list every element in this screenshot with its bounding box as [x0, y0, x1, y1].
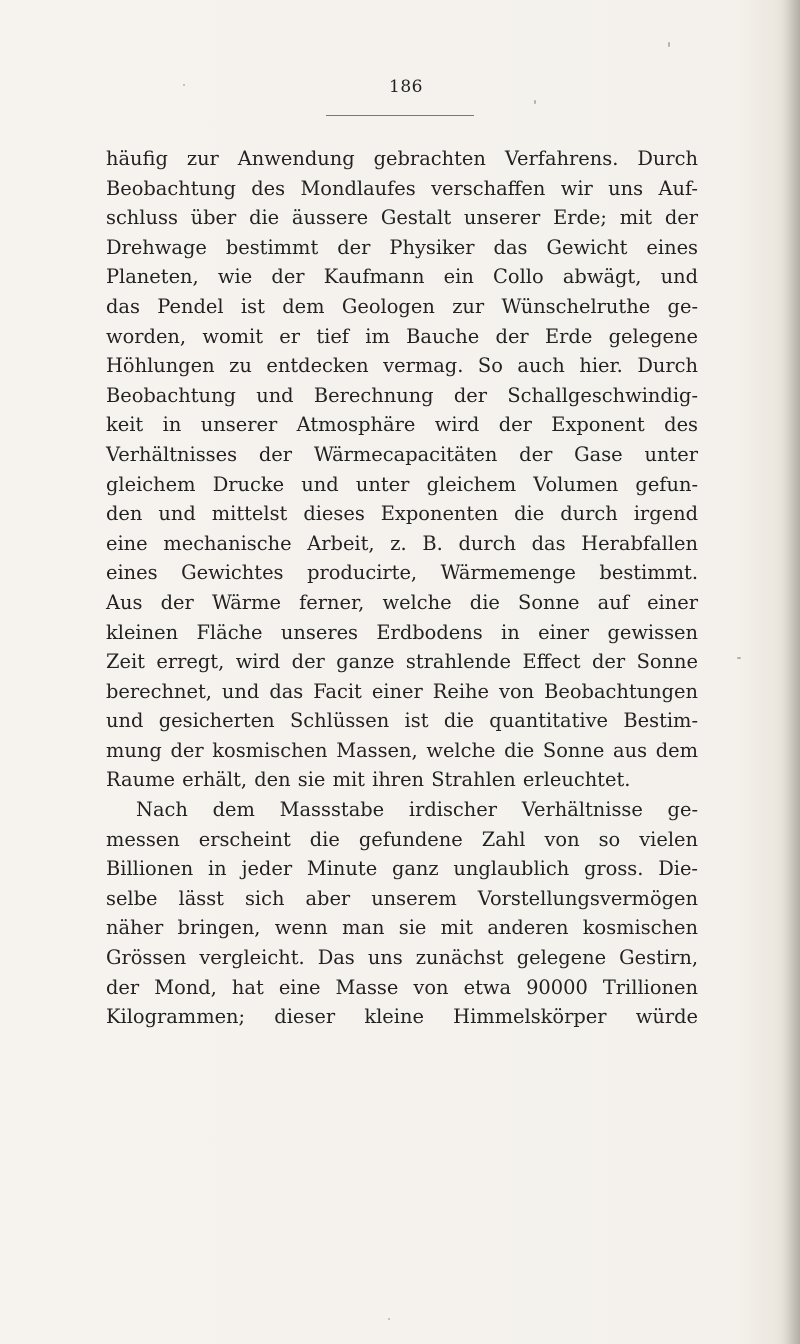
- text-line: gleichem Drucke und unter gleichem Volumen gefun-: [106, 472, 698, 496]
- text-line: Zeit erregt, wird der ganze strahlende Effect der Sonne: [106, 650, 698, 674]
- text-line: den und mittelst dieses Exponenten die durch irgend: [106, 502, 698, 526]
- text-line: Drehwage bestimmt der Physiker das Gewicht eines: [106, 235, 698, 259]
- text-line: keit in unserer Atmosphäre wird der Exponent des: [106, 413, 698, 437]
- text-line: häufig zur Anwendung gebrachten Verfahrens. Durch: [106, 147, 698, 170]
- text-line: Kilogrammen; dieser kleine Himmelskörper würde: [106, 1005, 698, 1029]
- paragraph-1: [106, 144, 698, 795]
- print-speck: [534, 100, 536, 104]
- paragraph-2: [106, 795, 698, 1032]
- text-line: Beobachtung und Berechnung der Schallgeschwindig-: [106, 383, 698, 407]
- text-line: eines Gewichtes producirte, Wärmemenge bestimmt.: [106, 561, 698, 585]
- text-line: berechnet, und das Facit einer Reihe von Beobachtungen: [106, 679, 698, 703]
- text-line: Aus der Wärme ferner, welche die Sonne auf einer: [106, 590, 698, 614]
- text-line: messen erscheint die gefundene Zahl von so vielen: [106, 827, 698, 851]
- text-line: Beobachtung des Mondlaufes verschaffen wir uns Auf-: [106, 176, 698, 200]
- text-line: Verhältnisses der Wärmecapacitäten der Gase unter: [106, 442, 698, 466]
- text-line: und gesicherten Schlüssen ist die quantitative Bestim-: [106, 709, 698, 733]
- text-line: näher bringen, wenn man sie mit anderen kosmischen: [106, 916, 698, 940]
- text-line: das Pendel ist dem Geologen zur Wünschelruthe ge-: [106, 294, 698, 318]
- print-speck: [183, 84, 185, 86]
- page-edge-shadow: [782, 0, 800, 1344]
- print-speck: [737, 657, 741, 659]
- text-line: Raume erhält, den sie mit ihren Strahlen erleuchtet.: [106, 768, 631, 792]
- text-line: der Mond, hat eine Masse von etwa 90000 Trillionen: [106, 975, 698, 999]
- text-line: Höhlungen zu entdecken vermag. So auch hier. Durch: [106, 354, 698, 378]
- print-speck: [668, 42, 670, 47]
- text-line: kleinen Fläche unseres Erdbodens in einer gewissen: [106, 620, 698, 644]
- text-line: Nach dem Massstabe irdischer Verhältnisse ge-: [136, 798, 698, 822]
- page-number: 186: [389, 77, 423, 97]
- body-text: [106, 144, 698, 1032]
- text-line: worden, womit er tief im Bauche der Erde gelegene: [106, 324, 698, 348]
- print-speck: [388, 1318, 390, 1320]
- text-line: eine mechanische Arbeit, z. B. durch das Herabfallen: [106, 531, 698, 555]
- text-line: selbe lässt sich aber unserem Vorstellungsvermögen: [106, 886, 698, 910]
- text-line: Billionen in jeder Minute ganz unglaublich gross. Die-: [106, 857, 698, 881]
- text-line: Planeten, wie der Kaufmann ein Collo abwägt, und: [106, 265, 698, 289]
- header-rule: [326, 115, 474, 116]
- text-line: Grössen vergleicht. Das uns zunächst gelegene Gestirn,: [106, 946, 698, 970]
- text-line: schluss über die äussere Gestalt unserer Erde; mit der: [106, 206, 698, 230]
- text-line: mung der kosmischen Massen, welche die Sonne aus dem: [106, 738, 698, 762]
